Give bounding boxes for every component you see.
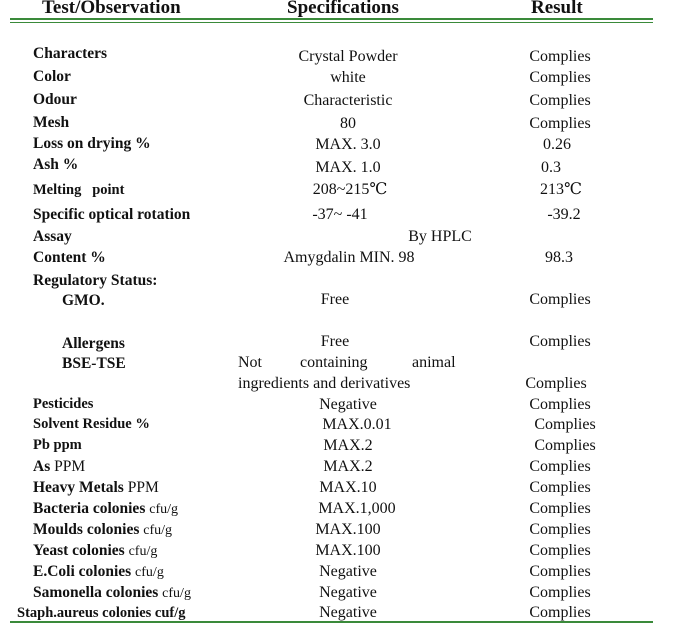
label-odour: Odour (33, 91, 77, 108)
spec-specific-optical-rotation: -37~ -41 (312, 206, 368, 223)
label-regulatory-status: Regulatory Status: (33, 272, 158, 289)
label-pb: Pb ppm (33, 437, 82, 453)
spec-pb: MAX.2 (323, 437, 373, 454)
result-pesticides: Complies (529, 396, 591, 413)
label-as (33, 458, 85, 476)
spec-loss-on-drying: MAX. 3.0 (315, 136, 381, 153)
label-solvent-residue: Solvent Residue % (33, 416, 150, 432)
result-ecoli-colonies: Complies (529, 563, 591, 580)
spec-assay: By HPLC (408, 228, 472, 245)
spec-as: MAX.2 (323, 458, 373, 475)
label-moulds-text: Moulds colonies (33, 521, 140, 538)
result-mesh: Complies (529, 115, 591, 132)
label-as-text: As (33, 458, 51, 475)
label-bse-tse: BSE-TSE (62, 355, 126, 372)
label-loss-on-drying: Loss on drying % (33, 135, 151, 152)
result-staph-aureus-colonies: Complies (529, 604, 591, 621)
spec-allergens: Free (320, 333, 350, 350)
label-bacteria-text: Bacteria colonies (33, 500, 146, 517)
spec-bacteria-colonies: MAX.1,000 (318, 500, 396, 517)
label-content: Content % (33, 249, 106, 266)
header-result: Result (531, 0, 583, 18)
spec-bse-tse-line2: ingredients and derivatives (238, 375, 411, 392)
result-pb: Complies (534, 437, 596, 454)
result-color: Complies (529, 69, 591, 86)
label-pesticides: Pesticides (33, 396, 94, 412)
spec-yeast-colonies: MAX.100 (315, 542, 381, 559)
result-gmo: Complies (529, 291, 591, 308)
spec-characters: Crystal Powder (298, 48, 398, 65)
result-heavy-metals: Complies (529, 479, 591, 496)
result-melting-point: 213℃ (540, 181, 582, 198)
label-ecoli-text: E.Coli colonies (33, 563, 132, 580)
label-samonella-text: Samonella colonies (33, 584, 159, 601)
result-ash: 0.3 (541, 159, 561, 176)
spec-content: Amygdalin MIN. 98 (283, 249, 415, 266)
spec-moulds-colonies: MAX.100 (315, 521, 381, 538)
spec-ash: MAX. 1.0 (315, 159, 381, 176)
spec-melting-point: 208~215℃ (312, 181, 388, 198)
label-yeast-colonies (33, 542, 157, 561)
spec-gmo: Free (320, 291, 350, 308)
label-mesh: Mesh (33, 114, 70, 131)
spec-pesticides: Negative (319, 396, 377, 413)
label-samonella-unit: cfu/g (162, 586, 191, 601)
label-characters: Characters (33, 45, 108, 62)
result-as: Complies (529, 458, 591, 475)
result-yeast-colonies: Complies (529, 542, 591, 559)
label-moulds-unit: cfu/g (143, 523, 172, 538)
spec-odour: Characteristic (303, 92, 393, 109)
header-rule-bottom (10, 22, 653, 23)
spec-mesh: 80 (340, 115, 356, 132)
result-odour: Complies (529, 92, 591, 109)
label-melting-point: Melting point (33, 182, 125, 198)
label-allergens: Allergens (62, 335, 125, 352)
spec-solvent-residue: MAX.0.01 (322, 416, 392, 433)
result-content: 98.3 (545, 249, 573, 266)
spec-ecoli-colonies: Negative (319, 563, 377, 580)
label-samonella-colonies (33, 584, 191, 603)
result-specific-optical-rotation: -39.2 (547, 206, 581, 223)
label-moulds-colonies (33, 521, 172, 540)
label-ash: Ash % (33, 156, 79, 173)
result-allergens: Complies (529, 333, 591, 350)
label-heavy-metals-unit: PPM (127, 479, 159, 496)
label-bacteria-colonies (33, 500, 178, 519)
result-bacteria-colonies: Complies (529, 500, 591, 517)
label-specific-optical-rotation: Specific optical rotation (33, 206, 191, 223)
header-rule-top (10, 18, 653, 20)
result-bse-tse: Complies (525, 375, 587, 392)
label-yeast-unit: cfu/g (128, 544, 158, 559)
label-ecoli-colonies (33, 563, 164, 582)
label-color: Color (33, 68, 71, 85)
label-bacteria-unit: cfu/g (149, 502, 178, 517)
spec-staph-aureus-colonies: Negative (319, 604, 377, 621)
spec-bse-tse-line1-c: animal (412, 354, 456, 371)
label-heavy-metals (33, 479, 159, 497)
label-gmo: GMO. (62, 292, 105, 309)
result-solvent-residue: Complies (534, 416, 596, 433)
label-assay: Assay (33, 228, 72, 245)
result-loss-on-drying: 0.26 (543, 136, 571, 153)
label-staph-aureus-colonies: Staph.aureus colonies cuf/g (17, 605, 186, 621)
spec-samonella-colonies: Negative (319, 584, 377, 601)
spec-bse-tse-line1-a: Not (238, 354, 262, 371)
spec-heavy-metals: MAX.10 (319, 479, 377, 496)
header-spec: Specifications (287, 0, 399, 18)
result-moulds-colonies: Complies (529, 521, 591, 538)
spec-bse-tse-line1-b: containing (300, 354, 368, 371)
result-samonella-colonies: Complies (529, 584, 591, 601)
header-test: Test/Observation (42, 0, 181, 18)
spec-color: white (330, 69, 366, 86)
label-yeast-text: Yeast colonies (33, 542, 125, 559)
label-ecoli-unit: cfu/g (135, 565, 164, 580)
label-heavy-metals-text: Heavy Metals (33, 479, 124, 496)
result-characters: Complies (529, 48, 591, 65)
label-as-unit: PPM (54, 458, 86, 475)
